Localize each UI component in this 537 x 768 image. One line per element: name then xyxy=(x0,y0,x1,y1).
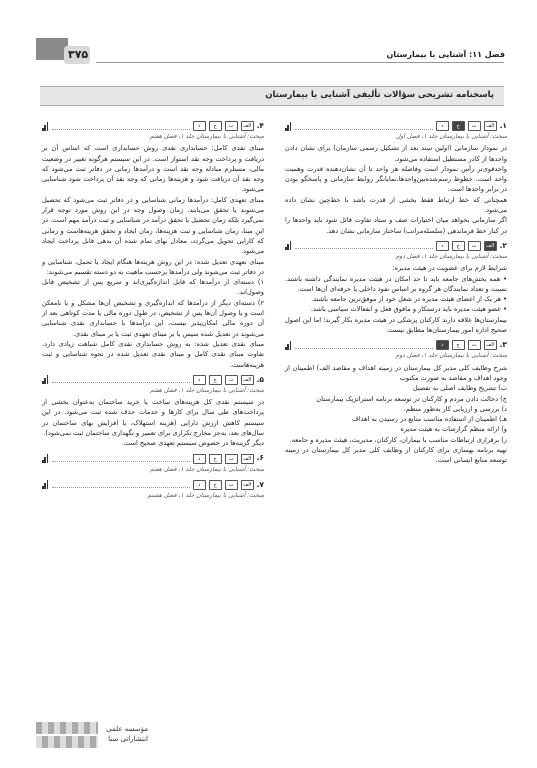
question-number: ۲. xyxy=(499,240,507,250)
answer-paragraph: شرح وظایف کلی مدیر کل بیمارستان در زمینه اهداف و مقاصد الف) اطمینان از وجود اهداف و مقاصد به صورت مکتوب xyxy=(285,363,507,382)
correct-option-box: ج xyxy=(452,121,465,131)
answer-header xyxy=(42,479,264,491)
option-box: الف xyxy=(241,375,254,385)
chapter-title: فصل ۱۱: آشنایی با بیمارستان xyxy=(386,50,505,59)
answer-paragraph: در سیستم نقدی کل هزینه‌های ساخت یا خرید ساختمان به‌عنوان بخشی از پرداخت‌های طی سال برای کارها و خدمات حذف شده ثبت می‌شود. در این سیستم کاهش ارزش دارایی (هزینه استهلاک، یا افزایش بهای ساختمان در سال‌های بعد، به‌جز مخارج تکراری برای تعمیر و نگهداری ساختمان ثبت نمی‌شود). xyxy=(42,398,264,438)
publisher-line-2: انتشاراتی سنا xyxy=(108,735,148,743)
option-box: د xyxy=(193,454,206,464)
answer-paragraph: مبنای نقدی تعدیل شده: به روش حسابداری نقدی کامل شباهت زیادی دارد. تفاوت مبنای نقدی کامل و مبنای نقدی تعدیل شده در نحوه شناسایی و ثبت هزینه‌هاست. xyxy=(42,339,264,369)
right-column xyxy=(285,116,507,469)
answer-paragraph: ۲) دسته‌ای دیگر از درآمدها که اندازه‌گیری و تشخیص آن‌ها مشکل و یا نامعکن است و یا وصول آن‌ها پس از تشخیص، در طول دوره مالی یا مدت کوتاهی بعد از آن دوره مالی امکان‌پذیر نیست، این درآمدها با حسابداری نقدی شناسایی می‌شوند در تعدیل شده سپس با بر مبنای تعهدی ثبت یا بر مبنای نقدی. xyxy=(42,298,264,338)
option-box: د xyxy=(193,375,206,385)
difficulty-bars-icon xyxy=(285,122,292,131)
answer-paragraph: ز) برقراری ارتباطات مناسب با بیماران، کارکنان، مدیریت، هیئت مدیره و جامعه. xyxy=(289,435,507,444)
answer-paragraph: در نمودار سازمانی (اولین سند بعد از تشکیل رسمی سازمان) برای نشان دادن واحدها از کادر مستطیل استفاده می‌شود. xyxy=(285,144,507,163)
answer-paragraph: واحدقوی‌تر رأس نمودار است وفاصله هر واحد تا آن نشان‌دهنده قدرت وهمیت واحد است. خطوط رسم‌شده‌بین‌واحدها،نمایانگر روابط سازمانی و پاسخگو بودن در برابر واحدها است. xyxy=(285,164,507,194)
answer-paragraph: د) بررسی و ارزیابی کار به‌طور منظم. xyxy=(403,404,507,413)
option-box: ب xyxy=(225,375,238,385)
option-box: د xyxy=(193,480,206,490)
difficulty-bars-icon xyxy=(285,241,292,250)
answer-paragraph: ۱) دسته‌ای از درآمدها که قابل اندازه‌گیری‌اند و سریع پس از تشخیص قابل وصول‌اند. xyxy=(42,278,264,297)
answer-header xyxy=(42,374,264,386)
footer-logo-pattern xyxy=(36,722,98,734)
answer-paragraph: و) ارائه منظم گزارشات به هیئت مدیره xyxy=(400,425,507,434)
option-box: الف xyxy=(484,340,497,350)
answer-text xyxy=(42,397,264,448)
option-box: ب xyxy=(468,121,481,131)
option-box: ج xyxy=(209,480,222,490)
publisher-name xyxy=(102,724,148,744)
page-number: ۳۷۵ xyxy=(68,48,89,61)
answer-block xyxy=(285,120,507,236)
difficulty-bars-icon xyxy=(42,375,49,384)
dotted-leader xyxy=(295,123,433,130)
option-box: الف xyxy=(241,454,254,464)
option-box: ج xyxy=(209,454,222,464)
answer-header xyxy=(42,453,264,465)
answer-text xyxy=(285,263,507,335)
dotted-leader xyxy=(52,376,190,383)
answer-paragraph: هـ) اطمینان از استفاده مناسب منابع در رسیدن به اهداف xyxy=(351,415,507,424)
answer-paragraph: مبنای تعهدی کامل: درآمدها زمانی شناسایی و در دفاتر ثبت می‌شود که تحصیل می‌شوند یا تحقق می‌یابند. زمان وصول وجه در این روش مورد توجه قرار نمی‌گیرد بلکه زمان تحصیل یا تحقق درآمد در شناسایی و ثبت درآمد مهم است. در این مبنا، زمان شناسایی و ثبت هزینه‌ها، زمان ایجاد و تحقق هزینه‌هاست و زمانی که کارایی تحویل می‌گردد، معادل بهای تمام شده آن بدهی قابل پرداخت ایجاد می‌شود. xyxy=(42,195,264,256)
dotted-leader xyxy=(52,481,190,488)
answer-paragraph: تهیه برنامه بهسازی برای کارکنان از وظایف کلی مدیر کل بیمارستان در زمینه توسعه منابع انسانی است. xyxy=(285,446,507,465)
answer-paragraph: مبنای نقدی کامل: حسابداری نقدی روش حسابداری است که اساس آن بر دریافت و پرداخت وجه نقد استوار است. در این سیستم هرگونه تغییر در وضعیت مالی، مستلزم مبادله وجه نقد است و درآمدها زمانی در دفاتر ثبت می‌شود که وجه نقد آن دریافت شود و هزینه‌ها زمانی که وجه نقد آن پرداخت شود شناسایی می‌شود. xyxy=(42,144,264,194)
question-number: ۶. xyxy=(256,453,264,463)
answer-text xyxy=(285,143,507,236)
option-box: ب xyxy=(468,241,481,251)
answer-header xyxy=(285,240,507,252)
option-box: ب xyxy=(468,340,481,350)
answer-text xyxy=(285,363,507,466)
header-rule xyxy=(96,62,504,63)
option-box: الف xyxy=(484,121,497,131)
answer-block xyxy=(42,453,264,475)
topic-source: مبحث: آشنایی با بیمارستان جلد ۱، فصل هفتم xyxy=(149,133,264,140)
answer-paragraph: • همه بخش‌های جامعه باید تا حد امکان در هیئت مدیره نمایندگی داشته باشند. نسبت و تعداد نمایندگان هر گروه بر اساس نفوذ داخلی یا حرفه‌ای آن‌ها است. xyxy=(285,274,507,293)
answer-header xyxy=(285,339,507,351)
question-number: ۴. xyxy=(256,120,264,130)
answer-paragraph: دیگر گزینه‌ها در خصوص سیستم تعهدی صحیح است. xyxy=(121,439,264,448)
option-box: ب xyxy=(225,480,238,490)
answer-paragraph: • هر یک از اعضای هیئت مدیره در شغل خود از موفق‌ترین جامعه باشند. xyxy=(311,295,507,304)
publisher-line-1: مؤسسه علمی xyxy=(106,725,148,733)
topic-source: مبحث: آشنایی با بیمارستان جلد ۱، فصل دوم xyxy=(395,352,507,360)
option-box: ج xyxy=(209,121,222,131)
dotted-leader xyxy=(295,242,433,249)
option-box: ج xyxy=(452,241,465,251)
topic-source: مبحث: آشنایی با بیمارستان جلد ۱، فصل هشتم xyxy=(147,491,264,499)
footer-logo-pattern-2 xyxy=(36,736,98,748)
answer-block xyxy=(285,339,507,465)
option-box: الف xyxy=(241,480,254,490)
option-box: د xyxy=(436,121,449,131)
left-column xyxy=(42,116,264,504)
topic-source: مبحث: آشنایی با بیمارستان جلد ۱، فصل اول xyxy=(396,133,507,140)
question-number: ۳. xyxy=(499,340,507,350)
difficulty-bars-icon xyxy=(42,480,49,489)
difficulty-bars-icon xyxy=(285,341,292,350)
correct-option-box: د xyxy=(436,340,449,350)
answer-paragraph: همچنانی که خط ارتباط فقط بخشی از قدرت باشد با خط‌چین نشان داده می‌شود. xyxy=(285,195,507,215)
question-number: ۷. xyxy=(256,479,264,489)
answer-text xyxy=(42,143,264,370)
answer-block xyxy=(42,120,264,370)
answer-header xyxy=(42,120,264,132)
topic-source: مبحث: آشنایی با بیمارستان جلد ۱، فصل دوم xyxy=(395,252,507,260)
answer-block xyxy=(285,240,507,335)
option-box: ج xyxy=(452,340,465,350)
answer-block xyxy=(42,479,264,501)
answer-block xyxy=(42,374,264,449)
option-box: ج xyxy=(209,375,222,385)
correct-option-box: الف xyxy=(484,241,497,251)
option-box: الف xyxy=(241,121,254,131)
answer-paragraph: • عضو هیئت مدیره باید درستکار و مافوق فعل و انفعالات سیاسی باشد. xyxy=(310,305,507,314)
dotted-leader xyxy=(295,342,433,349)
difficulty-bars-icon xyxy=(42,454,49,463)
answer-paragraph: بیمارستان‌ها علاقه دارند کارکنان پزشکی در هیئت مدیره بکار گیرند؛ اما این اصول صحیح اداره امور بیمارستان‌ها مطابق نیست. xyxy=(285,315,507,335)
answer-paragraph: اگر سازمانی بخواهد میان اختیارات صف و ستاد تفاوت قائل شود باید واحدها را در کنار خط فرماندهی (سلسله‌مراتب) ساختار سازمانی نشان دهد. xyxy=(285,216,507,235)
answer-header xyxy=(285,120,507,132)
answer-paragraph: ب) تشریح وظایف اصلی به تفصیل xyxy=(412,384,507,393)
option-box: د xyxy=(193,121,206,131)
dotted-leader xyxy=(52,455,190,462)
option-box: ب xyxy=(225,121,238,131)
topic-source: مبحث: آشنایی با بیمارستان جلد ۱، فصل هفتم xyxy=(149,386,264,394)
section-title: پاسخنامه تشریحی سؤالات تألیفی آشنایی با بیمارستان xyxy=(265,90,494,100)
question-number: ۵. xyxy=(256,374,264,384)
option-box: ب xyxy=(225,454,238,464)
section-title-bar xyxy=(40,86,504,106)
answer-paragraph: مبنای تعهدی تعدیل شده: در این روش هزینه‌ها هنگام ایجاد یا تحمل، شناسایی و در دفاتر ثبت می‌شوند ولی درآمدها برحسب ماهیت به دو دسته تقسیم می‌شوند: xyxy=(42,257,264,276)
option-box: د xyxy=(436,241,449,251)
difficulty-bars-icon xyxy=(42,122,49,131)
answer-paragraph: ج) دخالت دادن مردم و کارکنان در توسعه برنامه استراتژیک بیمارستان xyxy=(316,394,507,403)
topic-source: مبحث: آشنایی با بیمارستان جلد ۱، فصل هفتم xyxy=(149,465,264,473)
answer-paragraph: شرایط لازم برای عضویت در هیئت مدیره: xyxy=(392,264,507,273)
question-number: ۱. xyxy=(499,120,507,130)
dotted-leader xyxy=(52,123,190,130)
